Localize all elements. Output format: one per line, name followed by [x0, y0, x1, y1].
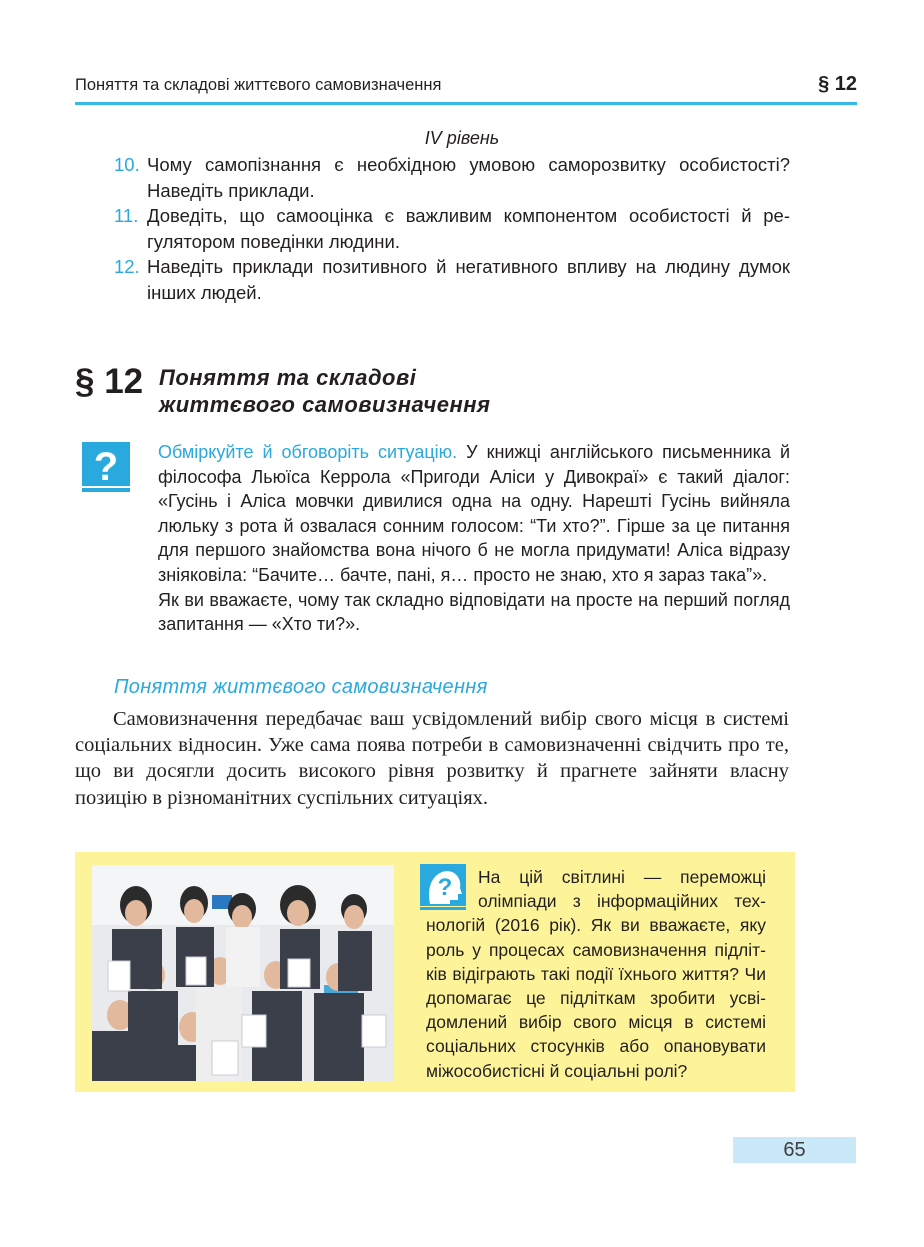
task-number: 12.	[114, 256, 140, 277]
task-text: Наведіть приклади позитивного й негативного впливу на людину думок інших людей.	[147, 256, 790, 303]
running-head-title: Поняття та складові життєвого самовизначення	[75, 76, 442, 94]
task-list	[114, 152, 790, 305]
task-text: Чому самопізнання є необхідною умовою саморозвитку особистості? Наведіть приклади.	[147, 154, 790, 201]
olympiad-photo-illustration	[92, 865, 394, 1081]
photo-box	[75, 852, 795, 1092]
task-text: Доведіть, що самооцінка є важливим компонентом особистості й регулятором поведінки людини.	[147, 205, 790, 252]
running-head	[75, 72, 857, 105]
icon-spacer	[426, 865, 478, 901]
question-mark-icon	[82, 442, 130, 492]
section-number: § 12	[75, 362, 144, 401]
task-item	[114, 152, 790, 203]
task-number: 11.	[114, 205, 139, 226]
task-item	[114, 203, 790, 254]
subheading: Поняття життєвого самовизначення	[114, 676, 488, 698]
section-title	[159, 364, 490, 418]
section-heading	[75, 362, 775, 422]
discussion-lead: Обміркуйте й обговоріть ситуацію.	[158, 442, 458, 462]
svg-text:?: ?	[93, 445, 119, 489]
photo-caption-text: На цій світлині — переможці олімпіади з інформаційних технологій (2016 рік). Як ви вважаєте, яку роль у процесах самовизначення підлітків відіграють такі події їхнього життя? Чи допомагає це підліткам зробити усвідомлений вибір свого місця в системі соціальних стосунків або опановувати міжособистісні й соціальні ролі?	[426, 867, 766, 1081]
task-number: 10.	[114, 154, 140, 175]
olympiad-photo	[92, 865, 394, 1081]
task-item	[114, 254, 790, 305]
discussion-text: У книжці англійського письменника й філософа Льюїса Керрола «Пригоди Аліси у Дивокраї» є такий діалог: «Гусінь і Аліса мовчки дивилися одна на одну. Нарешті Гусінь вийняла люльку з рота й озвалася сонним голосом: “Ти хто?”. Гірше за це питання для першого знайомства вона нічого б не могла придумати! Аліса відразу зніяковіла: “Бачите… бачте, пані, я… просто не знаю, хто я зараз така”».	[158, 442, 790, 585]
discussion-block	[158, 440, 790, 637]
svg-text:?: ?	[437, 874, 453, 901]
discussion-question: Як ви вважаєте, чому так складно відповідати на просте на перший погляд запитання — «Хто ти?».	[158, 589, 790, 635]
running-head-section: § 12	[818, 73, 857, 95]
discussion-paragraph	[158, 440, 790, 588]
section-title-line-2: життєвого самовизначення	[159, 392, 491, 417]
page-number: 65	[733, 1137, 856, 1163]
main-paragraph: Самовизначення передбачає ваш усвідомлений вибір свого місця в системі соціальних відносин. Уже сама поява потреби в самовизначенні свідчить про те, що ви досягли досить високого рівня розвитку й прагнете зайняти власну позицію в різноманітних суспільних ситуаціях.	[75, 708, 789, 809]
task-level: IV рівень	[424, 128, 500, 148]
section-title-line-1: Поняття та складові	[159, 365, 417, 390]
photo-caption	[426, 865, 766, 1083]
